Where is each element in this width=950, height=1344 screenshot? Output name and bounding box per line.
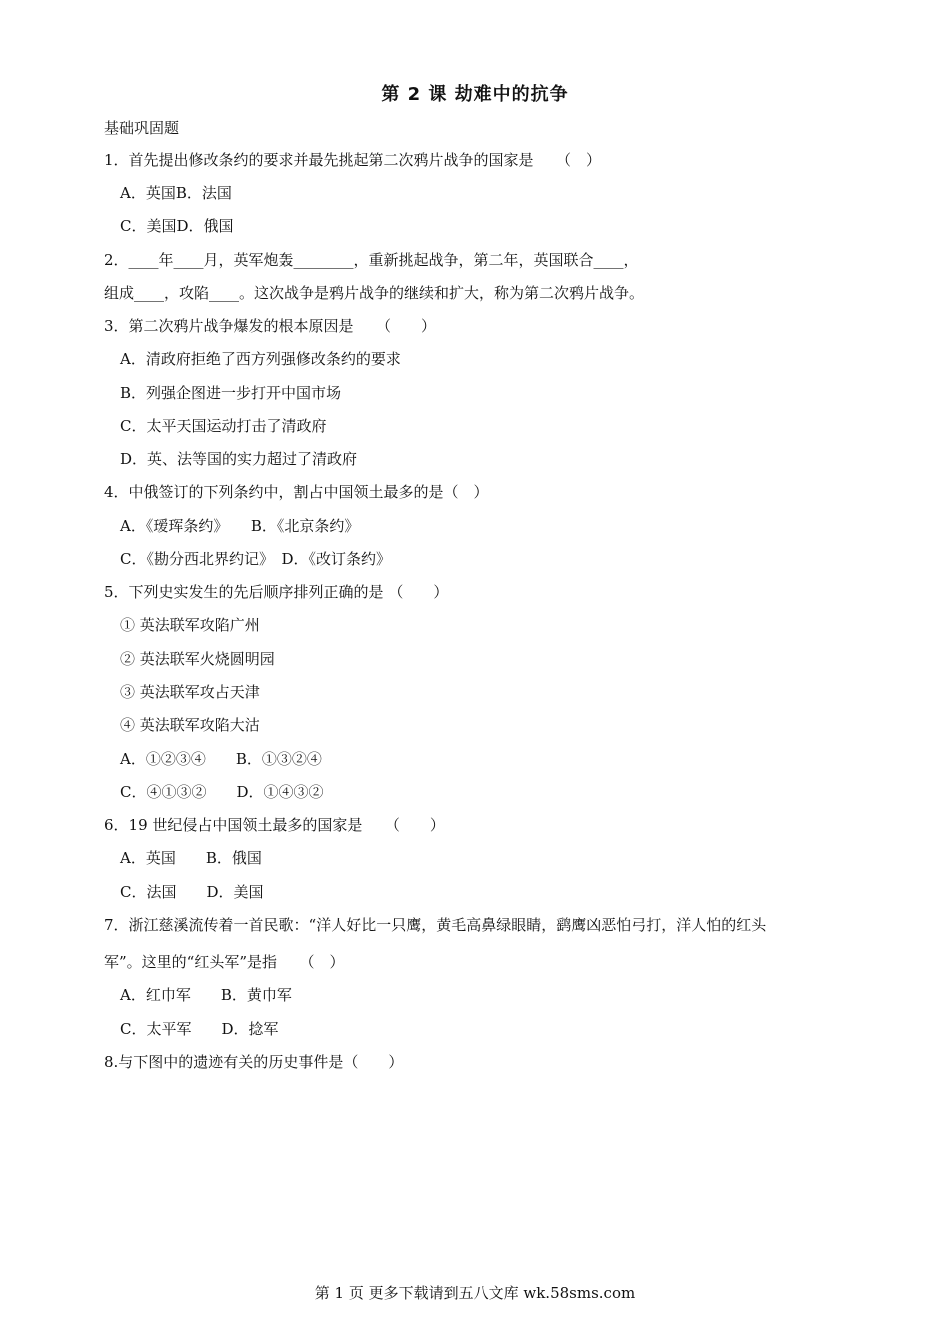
question-6: 6．19 世纪侵占中国领土最多的国家是 （ ） — [104, 816, 445, 834]
q5-options-cd: C．④①③② D．①④③② — [120, 783, 324, 801]
q3-option-b: B．列强企图进一步打开中国市场 — [120, 384, 342, 402]
question-5: 5．下列史实发生的先后顺序排列正确的是 （ ） — [104, 583, 449, 601]
section-heading: 基础巩固题 — [104, 119, 180, 137]
q7-options-ab: A．红巾军 B．黄巾军 — [120, 986, 292, 1004]
page-footer: 第 1 页 更多下载请到五八文库 wk.58sms.com — [314, 1284, 636, 1302]
question-2: 2．____年____月，英军炮轰________，重新挑起战争，第二年，英国联合____， — [104, 251, 639, 269]
q5-options-ab: A．①②③④ B．①③②④ — [120, 750, 322, 768]
q3-option-a: A．清政府拒绝了西方列强修改条约的要求 — [120, 350, 401, 368]
q3-option-c: C．太平天国运动打击了清政府 — [120, 417, 327, 435]
q5-event-2: ② 英法联军火烧圆明园 — [120, 650, 275, 668]
question-3: 3．第二次鸦片战争爆发的根本原因是 （ ） — [104, 317, 437, 335]
question-8: 8.与下图中的遗迹有关的历史事件是（ ） — [104, 1053, 404, 1071]
question-7-continued: 军”。这里的“红头军”是指 （ ） — [104, 953, 345, 971]
page-title: 第 2 课 劫难中的抗争 — [381, 84, 569, 105]
q1-options-ab: A．英国B．法国 — [120, 184, 232, 202]
q4-options-ab: A．《瑷珲条约》 B．《北京条约》 — [120, 517, 360, 535]
q7-options-cd: C．太平军 D．捻军 — [120, 1020, 279, 1038]
question-4: 4．中俄签订的下列条约中，割占中国领土最多的是（ ） — [104, 483, 489, 501]
q3-option-d: D．英、法等国的实力超过了清政府 — [120, 450, 358, 468]
q5-event-1: ① 英法联军攻陷广州 — [120, 616, 260, 634]
q5-event-4: ④ 英法联军攻陷大沽 — [120, 716, 260, 734]
question-2-continued: 组成____，攻陷____。这次战争是鸦片战争的继续和扩大，称为第二次鸦片战争。 — [104, 284, 645, 302]
question-7: 7．浙江慈溪流传着一首民歌：“洋人好比一只鹰，黄毛高鼻绿眼睛，鹞鹰凶恶怕弓打，洋人怕的红头 — [104, 916, 767, 934]
q5-event-3: ③ 英法联军攻占天津 — [120, 683, 260, 701]
q6-options-ab: A．英国 B．俄国 — [120, 849, 262, 867]
q6-options-cd: C．法国 D．美国 — [120, 883, 264, 901]
q1-options-cd: C．美国D．俄国 — [120, 217, 234, 235]
question-1: 1．首先提出修改条约的要求并最先挑起第二次鸦片战争的国家是 （ ） — [104, 151, 602, 169]
q4-options-cd: C．《勘分西北界约记》 D．《改订条约》 — [120, 550, 392, 568]
